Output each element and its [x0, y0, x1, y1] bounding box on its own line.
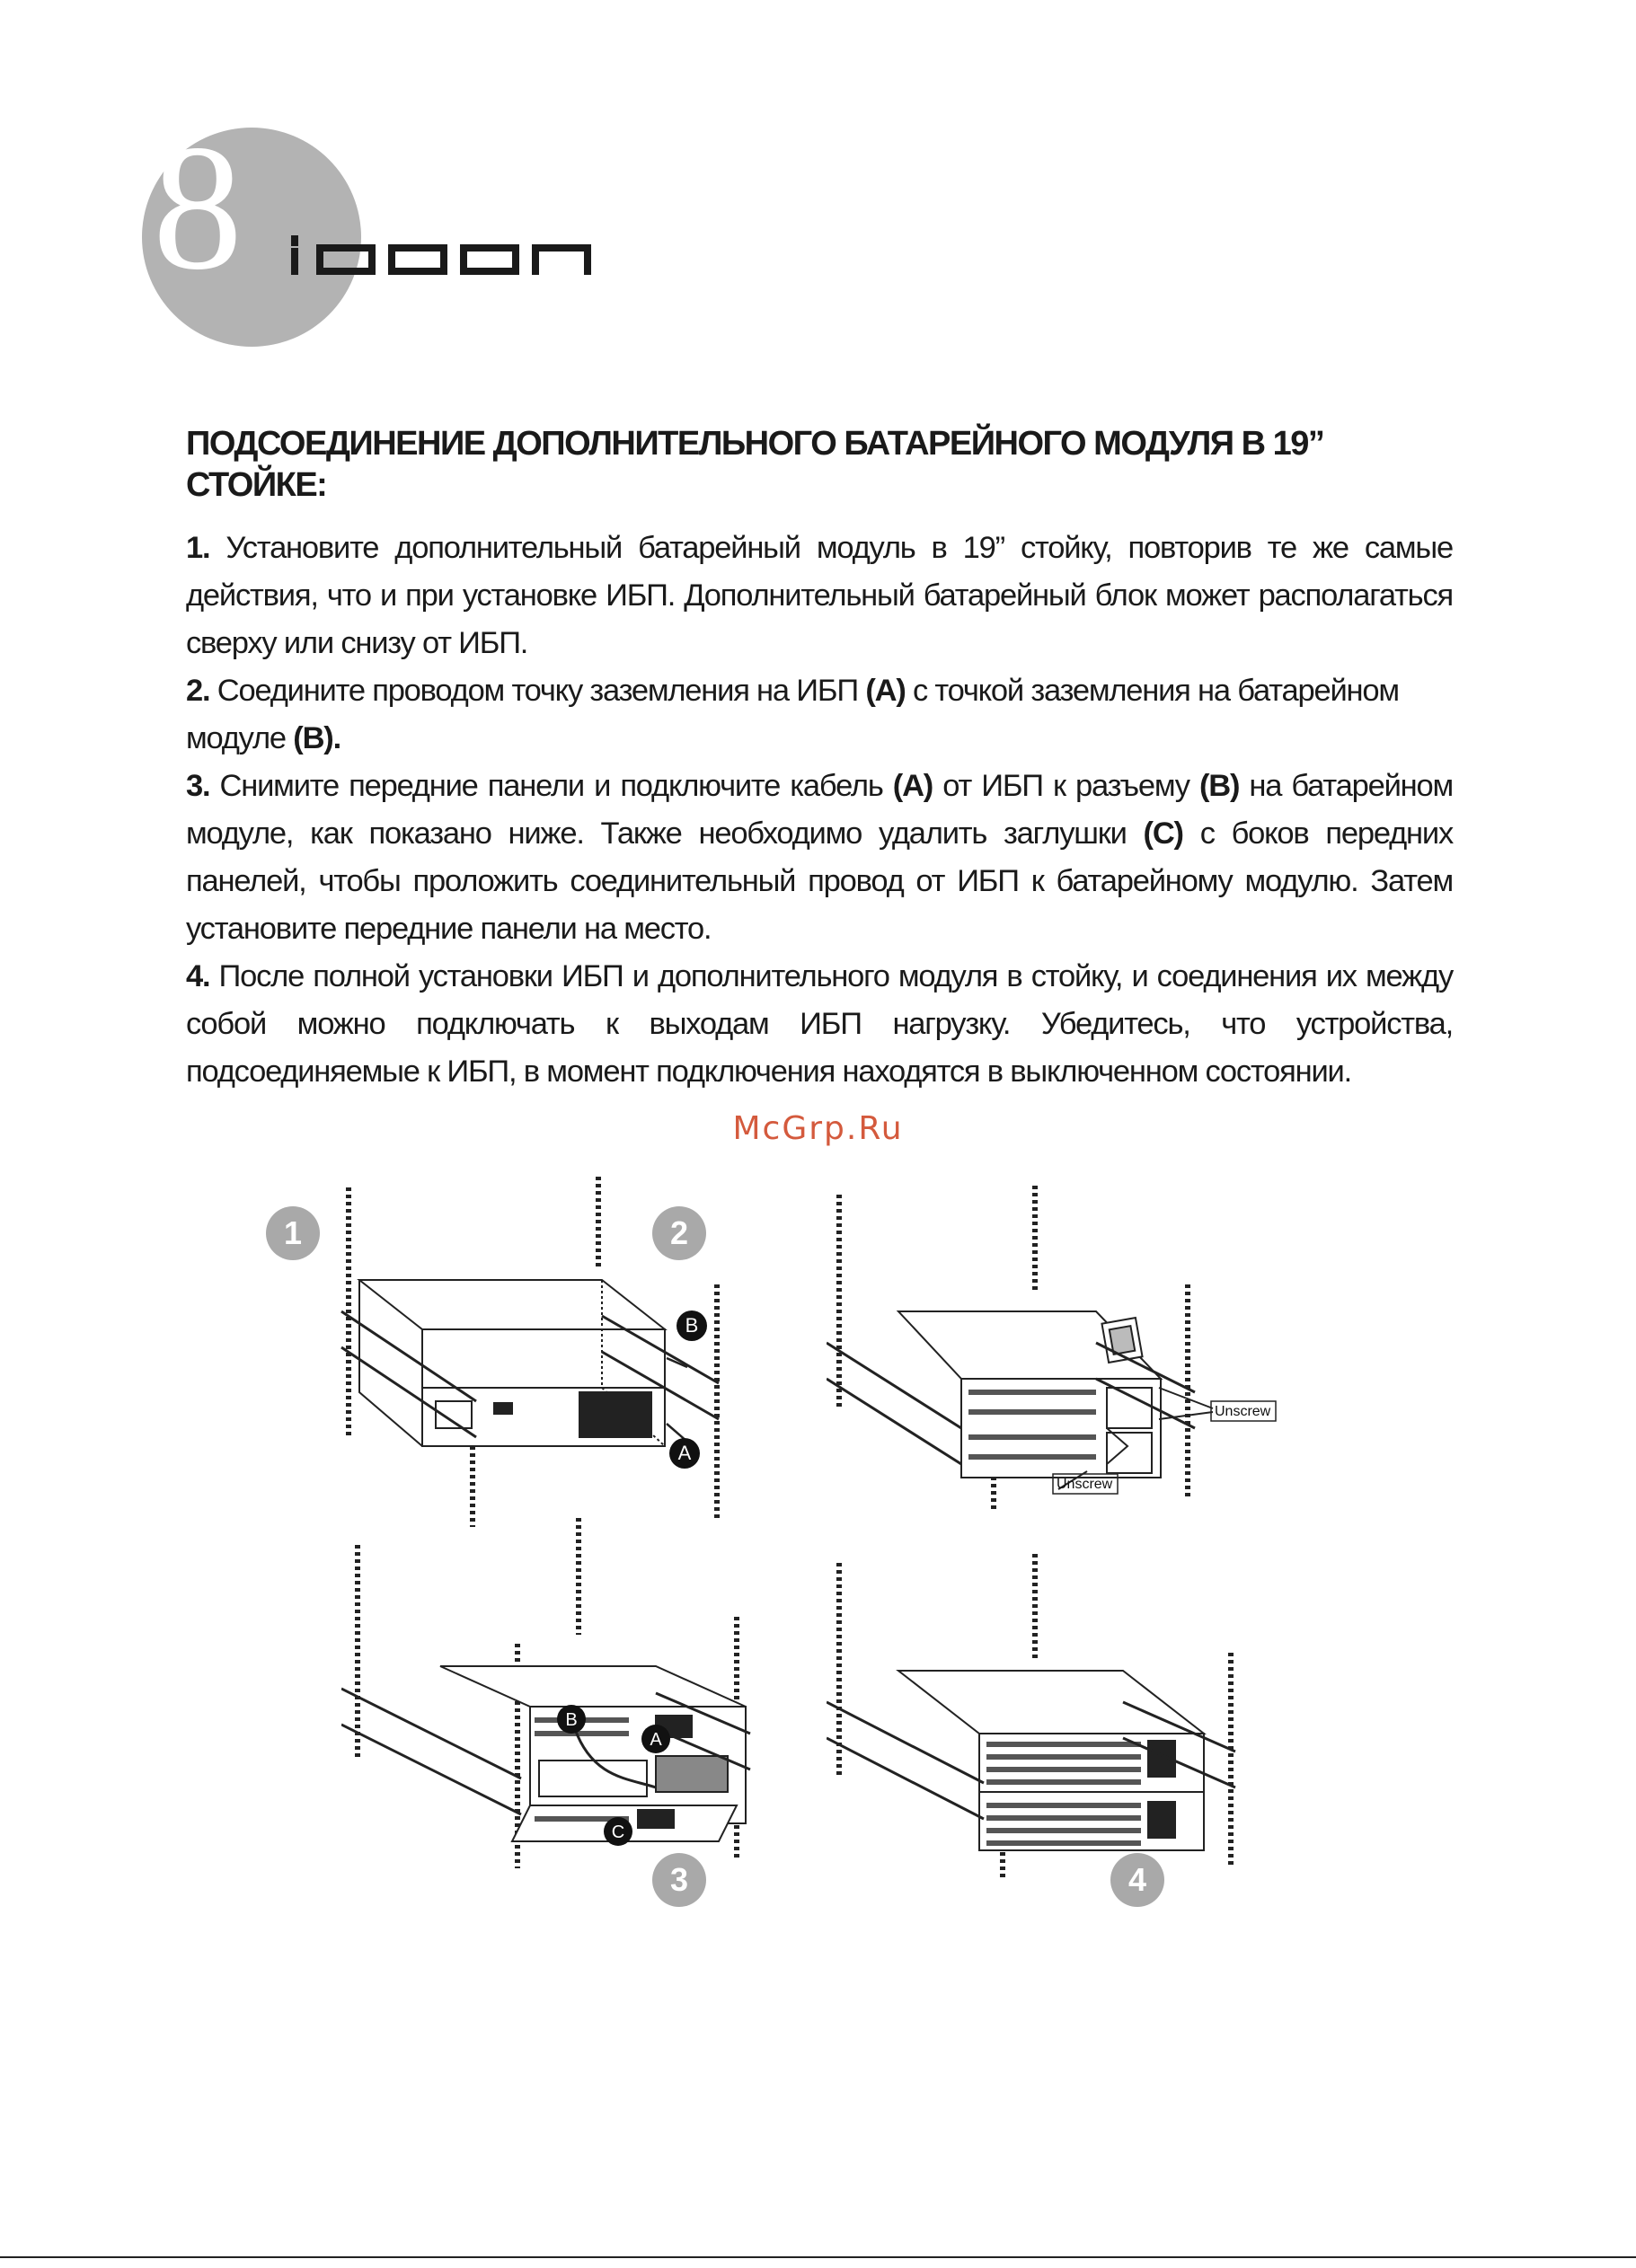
- figure-rack-grounding: [332, 1168, 746, 1536]
- step-1-number: 1.: [186, 531, 210, 565]
- watermark: McGrp.Ru: [732, 1110, 904, 1147]
- figure-badge-3: 3: [652, 1853, 706, 1907]
- step-3: [186, 763, 1453, 953]
- step-2-ref-a: (A): [865, 674, 906, 708]
- figure-badge-1: 1: [266, 1206, 320, 1260]
- figure-cable-connection: [341, 1509, 764, 1868]
- step-3-ref-b: (B): [1198, 769, 1240, 803]
- step-4-text: После полной установки ИБП и дополнительного модуля в стойку, и соединения их между собой можно подключать к выходам ИБП нагрузку. Убедитесь, что устройства, подсоединяемые к ИБП, в момент подключения находятся в выключенном состоянии.: [186, 959, 1453, 1089]
- step-3-number: 3.: [186, 769, 210, 803]
- figure-label-b: B: [685, 1314, 699, 1337]
- figure-3-label-a: A: [650, 1730, 662, 1750]
- step-3-text-c: на батарейном модуле, как показано ниже. Также необходимо удалить заглушки: [186, 769, 1454, 851]
- step-2-text-b: с точкой заземления на батарейном модуле: [186, 674, 1399, 755]
- figure-unscrew-panels: [827, 1177, 1294, 1527]
- step-2-text-a: Соедините проводом точку заземления на ИБП: [217, 674, 858, 708]
- step-4: [186, 953, 1453, 1096]
- step-4-number: 4.: [186, 959, 210, 993]
- figure-badge-4: 4: [1110, 1853, 1164, 1907]
- step-1: [186, 525, 1453, 667]
- step-3-ref-a: (A): [892, 769, 933, 803]
- step-3-text-b: от ИБП к разъему: [942, 769, 1189, 803]
- figure-label-a: A: [677, 1442, 692, 1464]
- step-1-text: Установите дополнительный батарейный модуль в 19” стойку, повторив те же самые действия, что и при установке ИБП. Дополнительный батарейный блок может располагаться сверху или снизу от ИБП.: [186, 531, 1453, 660]
- step-3-text-d: с боков передних панелей, чтобы проложить соединительный провод от ИБП к батарейному модулю. Затем установите передние панели на место.: [186, 816, 1453, 946]
- unscrew-label-bottom: Unscrew: [1057, 1477, 1113, 1492]
- step-2-number: 2.: [186, 674, 210, 708]
- ippon-logo: [289, 235, 631, 275]
- step-3-text-a: Снимите передние панели и подключите кабель: [219, 769, 883, 803]
- figure-installed: [827, 1545, 1249, 1886]
- figure-3-label-c: C: [611, 1822, 625, 1842]
- section-heading: ПОДСОЕДИНЕНИЕ ДОПОЛНИТЕЛЬНОГО БАТАРЕЙНОГО МОДУЛЯ В 19” СТОЙКЕ:: [186, 425, 1324, 504]
- instructions: [186, 525, 1453, 1096]
- page-number: 8: [153, 109, 243, 307]
- figure-badge-2: 2: [652, 1206, 706, 1260]
- step-2-ref-b: (B).: [293, 721, 340, 755]
- unscrew-label-right: Unscrew: [1215, 1404, 1271, 1419]
- bottom-rule: [0, 2256, 1636, 2258]
- figure-3-label-b: B: [565, 1710, 578, 1730]
- step-3-ref-c: (C): [1143, 816, 1183, 851]
- step-2: [186, 667, 1453, 763]
